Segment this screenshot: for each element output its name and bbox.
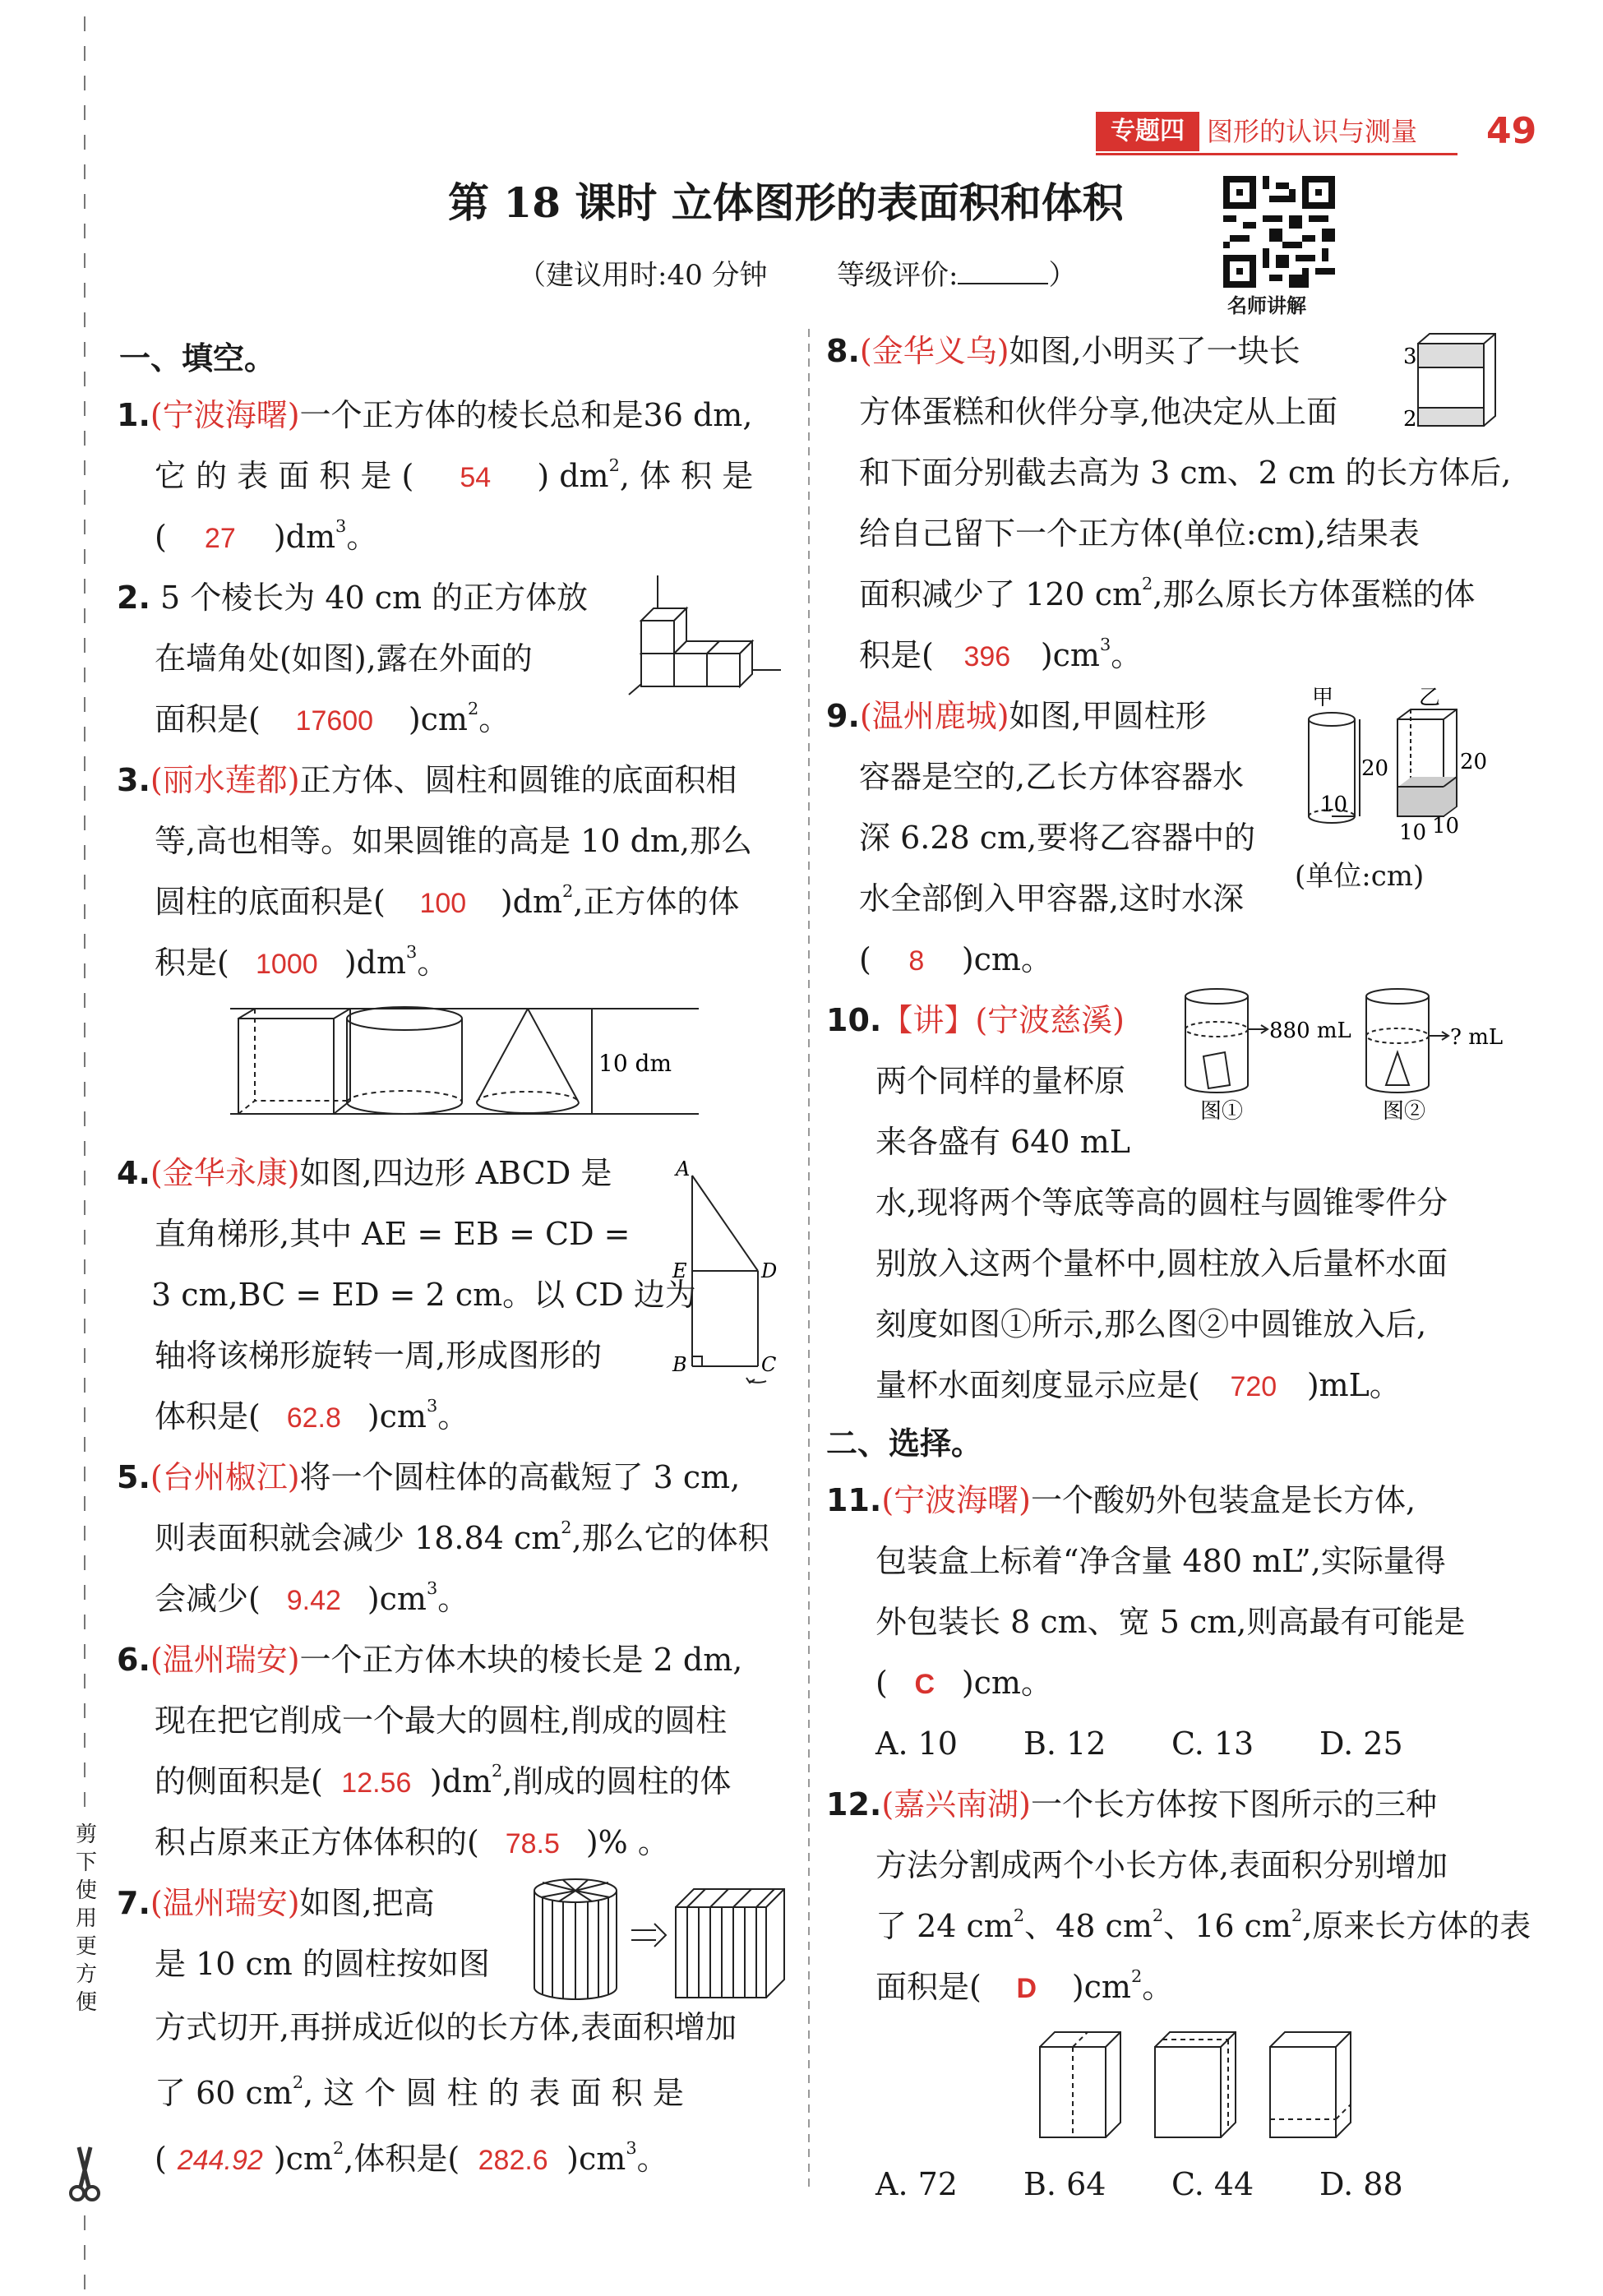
scissors-icon	[69, 2146, 102, 2206]
answer-7a[interactable]: 244.92	[177, 2145, 263, 2176]
svg-text:? mL: ? mL	[1450, 1025, 1504, 1050]
question-7: 7.(温州瑞安)如图,把高 是 10 cm 的圆柱按如图 方式切开,再拼成近似的长方体,表面积增加 了 60 $cm^2$, 这 个 圆 柱 的 表 面 积 是 ( 244.92 )$cm^2$,体积是( 282.6 )$cm^3$。	[117, 1873, 737, 2192]
page-number: 49	[1486, 110, 1537, 152]
question-6: 6.(温州瑞安)一个正方体木块的棱长是 2 dm, 现在把它削成一个最大的圆柱,削成的圆柱 的侧面积是( 12.56 )$dm^2$,削成的圆柱的体 积占原来正方体体积的( 78.5 )% 。	[117, 1629, 742, 1873]
lesson-title: 第 18 课时 立体图形的表面积和体积	[448, 178, 1124, 227]
answer-1a[interactable]: 54	[460, 462, 492, 493]
question-12: 12.(嘉兴南湖)一个长方体按下图所示的三种 方法分割成两个小长方体,表面积分别增加 了 24 $cm^2$、48 $cm^2$、16 $cm^2$,原来长方体的表 面积是( D )$cm^2$。	[826, 1774, 1531, 2017]
option-12-a[interactable]: A. 72	[875, 2166, 958, 2202]
qr-code[interactable]	[1223, 176, 1335, 291]
figure-cuboid-splits	[1032, 2022, 1385, 2146]
q12-options	[875, 2154, 1467, 2215]
question-1: 1.(宁波海曙)一个正方体的棱长总和是36 dm, 它 的 表 面 积 是 ( 54 ) $dm^2$, 体 积 是 ( 27 )$dm^3$。	[117, 385, 753, 567]
option-11-d[interactable]: D. 25	[1319, 1725, 1403, 1762]
suggest-time: （建议用时:40 分钟	[518, 259, 768, 292]
figure-cube-cylinder-cone	[230, 999, 699, 1122]
question-2: 2. 5 个棱长为 40 cm 的正方体放 在墙角处(如图),露在外面的 面积是( 17600 )$cm^2$。	[117, 567, 588, 750]
question-11: 11.(宁波海曙)一个酸奶外包装盒是长方体, 包装盒上标着“净含量 480 mL”,实际量得 外包装长 8 cm、宽 5 cm,则高最有可能是 ( C )cm。 A. 10 B. 12 C. 13 D. 25	[826, 1470, 1467, 1774]
side-note: 剪 下 使 用 更 方 便	[75, 1822, 97, 2015]
svg-text:乙: 乙	[1419, 686, 1441, 710]
answer-6a[interactable]: 12.56	[341, 1767, 412, 1799]
svg-text:B: B	[672, 1353, 687, 1376]
option-11-b[interactable]: B. 12	[1023, 1725, 1106, 1762]
svg-text:20: 20	[1460, 750, 1488, 774]
header-subject: 图形的认识与测量	[1207, 116, 1418, 147]
option-12-b[interactable]: B. 64	[1023, 2166, 1106, 2202]
answer-1b[interactable]: 27	[204, 523, 236, 554]
figure-trapezoid	[666, 1151, 789, 1397]
grade-label: 等级评价: ）	[837, 259, 1077, 292]
answer-6b[interactable]: 78.5	[505, 1828, 560, 1859]
option-11-c[interactable]: C. 13	[1171, 1725, 1254, 1762]
answer-3b[interactable]: 1000	[256, 949, 318, 980]
svg-text:10: 10	[1399, 820, 1427, 845]
answer-7b[interactable]: 282.6	[478, 2145, 548, 2176]
question-3: 3.(丽水莲都)正方体、圆柱和圆锥的底面积相 等,高也相等。如果圆锥的高是 10 dm,那么 圆柱的底面积是( 100 )$dm^2$,正方体的体 积是( 1000 )$dm^3$。	[117, 750, 752, 993]
svg-text:10: 10	[1432, 814, 1460, 838]
answer-3a[interactable]: 100	[419, 888, 467, 919]
answer-2[interactable]: 17600	[295, 705, 374, 737]
answer-4[interactable]: 62.8	[286, 1402, 341, 1434]
option-12-c[interactable]: C. 44	[1171, 2166, 1254, 2202]
answer-9[interactable]: 8	[908, 945, 925, 977]
answer-12[interactable]: D	[1016, 1973, 1037, 2004]
svg-text:D: D	[761, 1259, 778, 1282]
svg-text:A: A	[676, 1157, 691, 1180]
answer-8[interactable]: 396	[963, 641, 1011, 672]
svg-text:甲: 甲	[1312, 686, 1334, 710]
qr-caption: 名师讲解	[1227, 294, 1306, 317]
question-5: 5.(台州椒江)将一个圆柱体的高截短了 3 cm, 则表面积就会减少 18.84 $cm^2$,那么它的体积 会减少( 9.42 )$cm^3$。	[117, 1447, 769, 1629]
question-9: 9.(温州鹿城)如图,甲圆柱形 容器是空的,乙长方体容器水 深 6.28 cm,要将乙容器中的 水全部倒入甲容器,这时水深 ( 8 )cm。	[826, 686, 1255, 990]
answer-10[interactable]: 720	[1230, 1371, 1277, 1402]
figure-measuring-cups	[1167, 978, 1513, 1126]
svg-text:880 mL: 880 mL	[1269, 1019, 1351, 1043]
cut-line-top	[84, 16, 85, 1809]
q9-unit: (单位:cm)	[1295, 860, 1425, 893]
svg-text:C: C	[761, 1353, 777, 1376]
answer-5[interactable]: 9.42	[286, 1585, 341, 1616]
figure-cylinder-to-cuboid	[526, 1874, 789, 2006]
svg-text:10: 10	[1320, 792, 1348, 817]
svg-text:10 dm: 10 dm	[598, 1050, 672, 1077]
section-fill-blank: 一、填空。	[119, 340, 276, 377]
svg-text:E: E	[672, 1259, 687, 1282]
header-rule	[1096, 153, 1457, 155]
svg-text:3: 3	[1403, 344, 1417, 369]
figure-cake-cuboid	[1402, 327, 1500, 434]
answer-11[interactable]: C	[914, 1669, 935, 1700]
section-choice: 二、选择。	[826, 1425, 983, 1462]
option-11-a[interactable]: A. 10	[875, 1725, 958, 1762]
question-10: 10.【讲】(宁波慈溪) 两个同样的量杯原 来各盛有 640 mL 水,现将两个等底等高的圆柱与圆锥零件分 别放入这两个量杯中,圆柱放入后量杯水面 刻度如图①所示,那么图②中圆锥放入后, 量杯水面刻度显示应是( 720 )mL。	[826, 990, 1448, 1416]
figure-cubes-corner	[625, 575, 781, 699]
column-divider	[808, 329, 810, 2187]
cut-line-bottom	[84, 2215, 85, 2289]
figure-cylinder-cuboid-containers	[1291, 686, 1513, 851]
question-4: 4.(金华永康)如图,四边形 ABCD 是 直角梯形,其中 AE = EB = CD = 3 cm,BC = ED = 2 cm。以 CD 边为 轴将该梯形旋转一周,形成图形的 体积是( 62.8 )$cm^3$。	[117, 1143, 696, 1447]
svg-text:图①: 图①	[1200, 1099, 1244, 1124]
svg-text:2: 2	[1403, 407, 1417, 432]
svg-text:20: 20	[1361, 756, 1389, 781]
question-8: 8.(金华义乌)如图,小明买了一块长 方体蛋糕和伙伴分享,他决定从上面 和下面分别截去高为 3 cm、2 cm 的长方体后, 给自己留下一个正方体(单位:cm),结果表 面积减少了 120 $cm^2$,那么原长方体蛋糕的体 积是( 396 )$cm^3$。	[826, 321, 1511, 686]
svg-text:图②: 图②	[1383, 1099, 1426, 1124]
option-12-d[interactable]: D. 88	[1319, 2166, 1403, 2202]
header-badge: 专题四	[1096, 112, 1199, 151]
